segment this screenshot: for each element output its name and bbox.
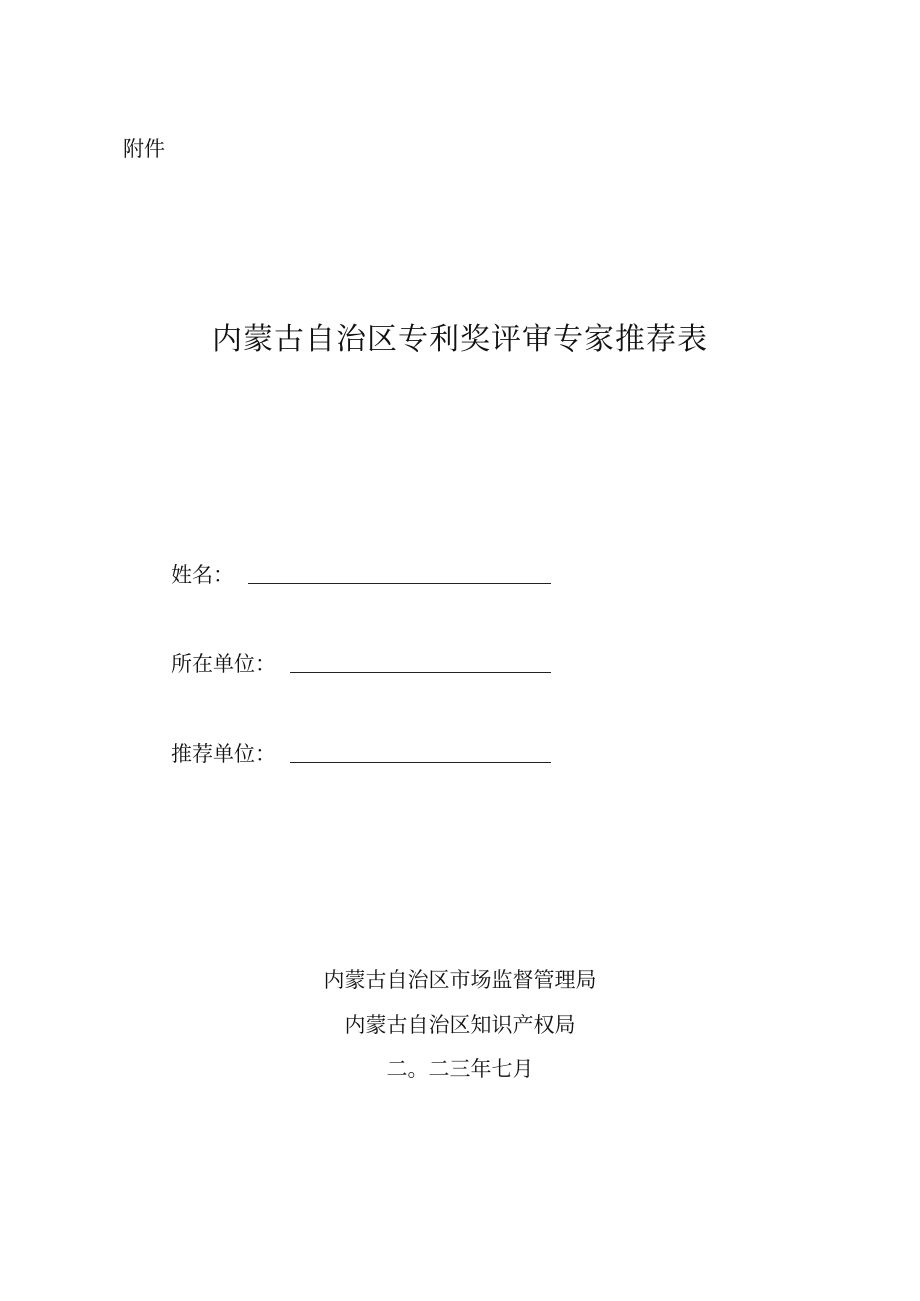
attachment-label: 附件 — [123, 137, 165, 161]
name-field[interactable] — [248, 583, 551, 584]
form-row-unit — [171, 647, 551, 679]
issuer-ip-office: 内蒙古自治区知识产权局 — [344, 1013, 576, 1037]
recommender-field[interactable] — [290, 762, 551, 763]
form-row-recommender — [171, 737, 551, 769]
recommender-label: 推荐单位： — [171, 742, 276, 766]
name-label: 姓名： — [171, 563, 234, 587]
issuer-market-regulation: 内蒙古自治区市场监督管理局 — [323, 968, 597, 992]
unit-label: 所在单位： — [171, 652, 276, 676]
page-title: 内蒙古自治区专利奖评审专家推荐表 — [212, 322, 708, 357]
form-row-name — [171, 558, 551, 590]
issue-date: 二。二三年七月 — [386, 1057, 534, 1081]
unit-field[interactable] — [290, 672, 551, 673]
